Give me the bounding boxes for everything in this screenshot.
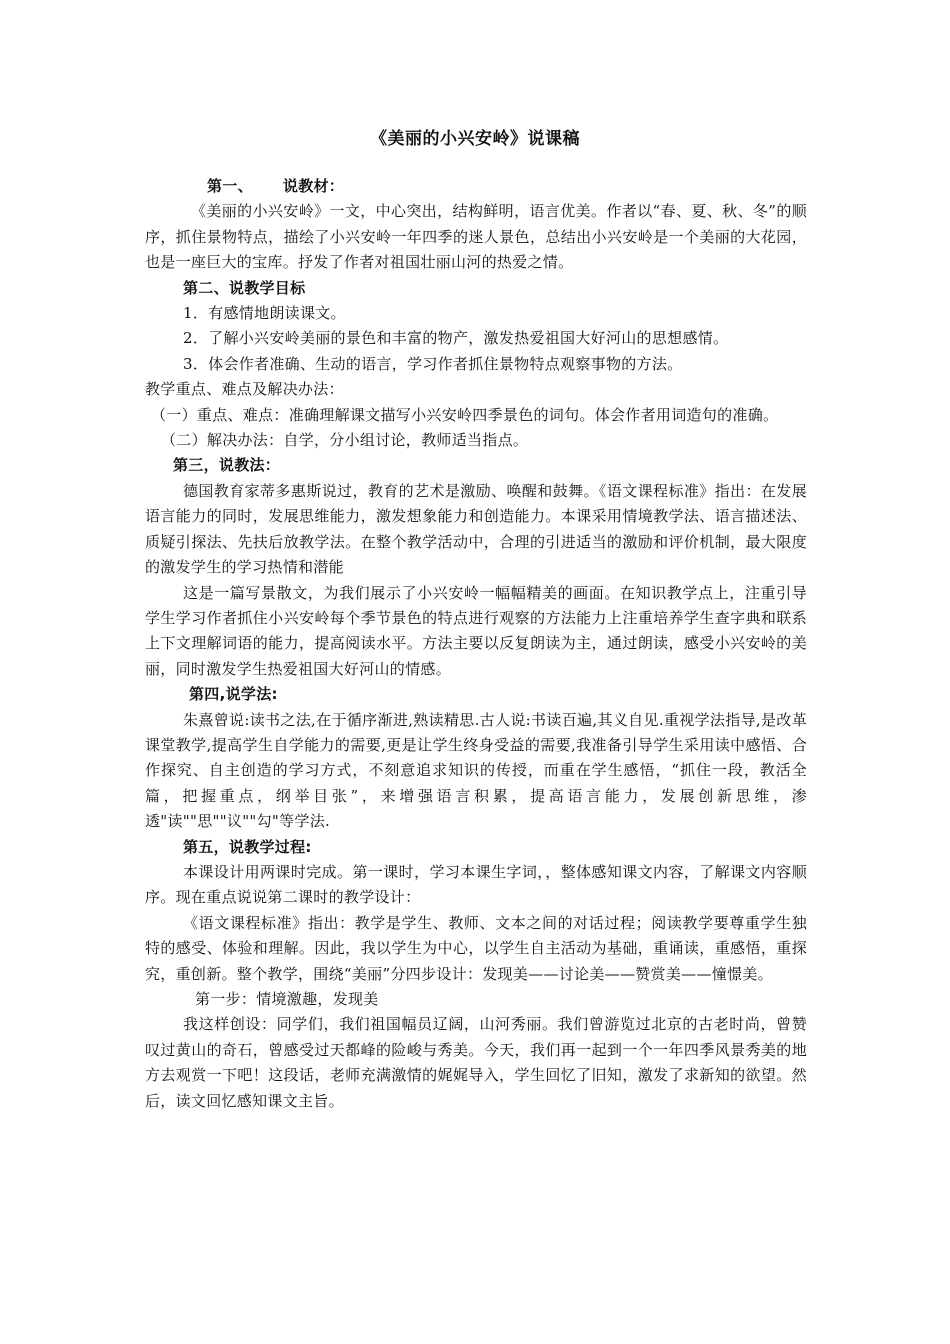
key-points-heading: 教学重点、难点及解决办法： — [145, 380, 344, 399]
section-4-paragraph: 朱熹曾说:读书之法,在于循序渐进,熟读精思.古人说:书读百遍,其义自见.重视学法指导,是改革课堂教学,提高学生自学能力的需要,更是让学生终身受益的需要,我准备引导学生采用读中感悟、合作探究、自主创造的学习方式，不刻意追求知识的传授，而重在学生感悟，“抓住一段，教活全篇，把握重点，纲举目张”，来增强语言积累，提高语言能力，发展创新思维，渗透"读""思""议""勾"等学法. — [145, 710, 807, 831]
section-1-heading — [145, 174, 807, 199]
section-5-paragraph-1: 本课设计用两课时完成。第一课时，学习本课生字词，，整体感知课文内容，了解课文内容顺序。现在重点说说第二课时的教学设计： — [145, 862, 807, 907]
section-5-paragraph-2: 《语文课程标准》指出：教学是学生、教师、文本之间的对话过程；阅读教学要尊重学生独特的感受、体验和理解。因此，我以学生为中心，以学生自主活动为基础，重诵读，重感悟，重探究，重创新。整个教学，围绕“美丽”分四步设计：发现美——讨论美——赞赏美——憧憬美。 — [145, 913, 807, 983]
document-body — [145, 174, 807, 1114]
goal-1: 1．有感情地朗读课文。 — [183, 304, 346, 323]
section-2-heading: 第二、说教学目标 — [183, 278, 306, 297]
section-3-heading: 第三，说教法： — [173, 456, 281, 475]
section-3-paragraph-1: 德国教育家蒂多惠斯说过，教育的艺术是激励、唤醒和鼓舞。《语文课程标准》指出：在发展语言能力的同时，发展思维能力，激发想象能力和创造能力。本课采用情境教学法、语言描述法、质疑引探法、先扶后放教学法。在整个教学活动中，合理的引进适当的激励和评价机制，最大限度的激发学生的学习热情和潜能 — [145, 481, 807, 577]
section-1-heading-number: 第一、 — [207, 177, 253, 195]
goal-2: 2．了解小兴安岭美丽的景色和丰富的物产，激发热爱祖国大好河山的思想感情。 — [183, 329, 729, 348]
section-3-paragraph-2: 这是一篇写景散文，为我们展示了小兴安岭一幅幅精美的画面。在知识教学点上，注重引导学生学习作者抓住小兴安岭每个季节景色的特点进行观察的方法能力上注重培养学生查字典和联系上下文理解词语的能力，提高阅读水平。方法主要以反复朗读为主，通过朗读，感受小兴安岭的美丽，同时激发学生热爱祖国大好河山的情感。 — [145, 583, 807, 678]
section-1-paragraph: 《美丽的小兴安岭》一文，中心突出，结构鲜明，语言优美。作者以“春、夏、秋、冬”的顺序，抓住景物特点，描绘了小兴安岭一年四季的迷人景色，总结出小兴安岭是一个美丽的大花园，也是一座巨大的宝库。抒发了作者对祖国壮丽山河的热爱之情。 — [145, 202, 807, 272]
key-points-item-2: （二）解决办法：自学，分小组讨论，教师适当指点。 — [161, 431, 529, 450]
section-4-heading: 第四,说学法: — [189, 685, 278, 704]
step-1-heading: 第一步：情境激趣，发现美 — [195, 990, 379, 1008]
section-5-heading: 第五，说教学过程: — [183, 837, 312, 856]
document-title: 《美丽的小兴安岭》说课稿 — [370, 129, 580, 149]
goal-3: 3．体会作者准确、生动的语言，学习作者抓住景物特点观察事物的方法。 — [183, 354, 683, 373]
key-points-item-1: （一）重点、难点：准确理解课文描写小兴安岭四季景色的词句。体会作者用词造句的准确。 — [151, 405, 779, 424]
section-5-paragraph-3: 我这样创设：同学们，我们祖国幅员辽阔，山河秀丽。我们曾游览过北京的古老时尚，曾赞叹过黄山的奇石，曾感受过天都峰的险峻与秀美。今天，我们再一起到一个一年四季风景秀美的地方去观赏一下吧！这段话，老师充满激情的娓娓导入，学生回忆了旧知，激发了求新知的欲望。然后，读文回忆感知课文主旨。 — [145, 1015, 807, 1110]
section-1-heading-text: 说教材： — [282, 177, 345, 195]
